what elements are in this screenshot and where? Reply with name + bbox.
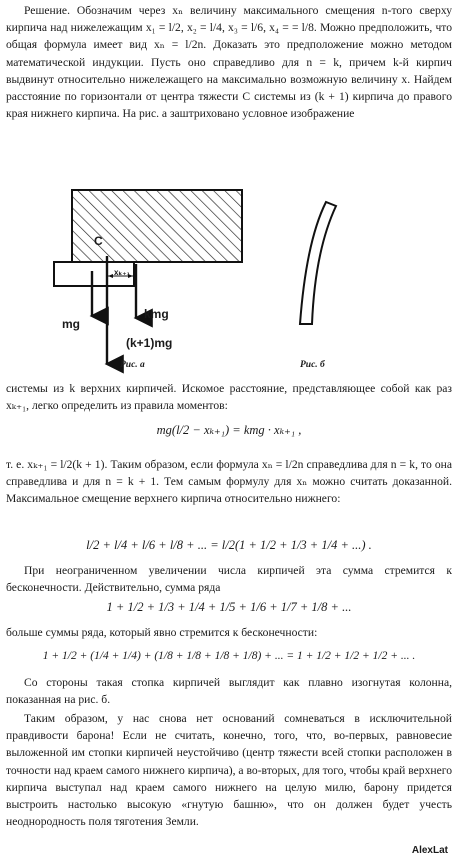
- equation-displacement: l/2 + l/4 + l/6 + l/8 + ... = l/2(1 + 1/2 + 1/3 + 1/4 + ...) .: [86, 538, 372, 552]
- equation-harmonic: 1 + 1/2 + 1/3 + 1/4 + 1/5 + 1/6 + 1/7 + 1/8 + ...: [106, 600, 352, 614]
- caption-a: Рис. a: [120, 360, 145, 370]
- label-c: C: [94, 234, 103, 248]
- paragraph-conclusion: Таким образом, у нас снова нет оснований сомневаться в исключительной правдивости барона! Если не считать, конечно, того, что, во-первых, равновесие выложенной им стопки кирпичей неустойчиво (центр тяжести всей стопки расположен в точности над краем самого нижнего кирпича), а во-вторых, для того, чтобы край верхнего кирпича выступал над краем самого нижнего на целую милю, барону придется выстроить настолько высокую «гнутую башню», что он должен будет учесть неоднородность поля тяготения Земли.: [6, 712, 452, 829]
- caption-b: Рис. б: [300, 360, 325, 370]
- label-k1mg: (k+1)mg: [126, 336, 173, 350]
- label-x: xₖ₊₁: [114, 268, 130, 277]
- label-mg: mg: [62, 317, 80, 331]
- upper-bricks-block: [72, 190, 242, 262]
- label-kmg: kmg: [144, 307, 169, 321]
- paragraph-induction: т. е. xₖ₊₁ = l/2(k + 1). Таким образом, если формула xₙ = l/2n справедлива для n = k, то она справедлива и для n = k + 1. Тем самым формулу для xₙ можно считать доказанной. Максимальное смещение верхнего кирпича относительно нижнего:: [6, 458, 452, 506]
- equation-moments: mg(l/2 − xₖ₊₁) = kmg · xₖ₊₁ ,: [156, 423, 302, 437]
- paragraph-column: Со стороны такая стопка кирпичей выглядит как плавно изогнутая колонна, показанная на рис. б.: [6, 676, 452, 707]
- signature: AlexLat: [411, 845, 448, 856]
- paragraph-infinity: При неограниченном увеличении числа кирпичей эта сумма стремится к бесконечности. Действительно, сумма ряда: [6, 564, 452, 595]
- paragraph-system: системы из k верхних кирпичей. Искомое расстояние, представляющее собой как раз xₖ₊₁, легко определить из правила моментов:: [6, 382, 452, 413]
- paragraph-greater: больше суммы ряда, который явно стремится к бесконечности:: [6, 626, 318, 639]
- figure-b: [290, 200, 340, 330]
- equation-grouped: 1 + 1/2 + (1/4 + 1/4) + (1/8 + 1/8 + 1/8 + 1/8) + ... = 1 + 1/2 + 1/2 + 1/2 + ... .: [42, 650, 416, 662]
- paragraph-solution: Решение. Обозначим через xₙ величину максимального смещения n-того сверху кирпича над нижележащим x₁ = l/2, x₂ = l/4, x₃ = l/6, x₄ = = l/8. Можно предположить, что общая формула имеет вид xₙ = l/2n. Доказать это предположение можно методом математической индукции. Пусть оно справедливо для n = k, причем k-й кирпич выдвинут относительно нижележащего на максимально возможную величину x. Найдем расстояние по горизонтали от центра тяжести C системы из (k + 1) кирпича до правого края нижнего кирпича. На рис. a заштриховано условное изображение: [6, 4, 452, 121]
